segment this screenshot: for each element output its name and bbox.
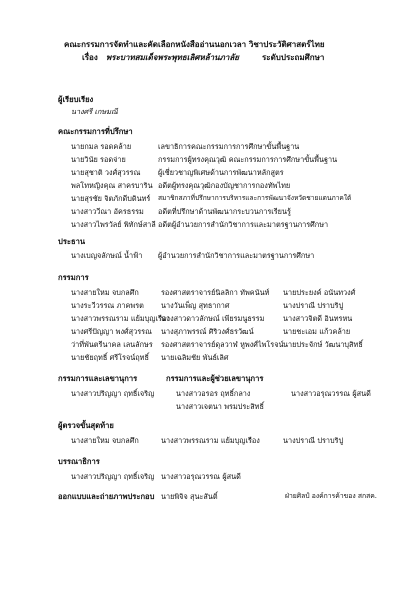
assistant-secretary-heading: กรรมการและผู้ช่วยเลขานุการ (166, 374, 264, 383)
committee-member: นางระวีวรรณ ภาคพรต (71, 301, 144, 310)
committee-member: นายประจักษ์ วัฒนาบุสิทธิ์ (283, 340, 363, 349)
advisor-role: ผู้เชี่ยวชาญพิเศษด้านการพัฒนาหลักสูตร (158, 168, 284, 177)
committee-member: นางสาวพรรณราม แย้มบุญเรือง (71, 314, 170, 323)
committee-heading: กรรมการ (58, 273, 89, 282)
advisor-role: กรรมการผู้ทรงคุณวุฒิ คณะกรรมการการศึกษาขั้นพื้นฐาน (158, 155, 338, 164)
designer-name: นายพิจิจ สุนะสันติ์ (161, 492, 218, 501)
final-check-name: นางสาวพรรณราม แย้มบุญเรือง (161, 436, 260, 445)
advisors-heading: คณะกรรมการที่ปรึกษา (58, 127, 133, 136)
chair-name: นางเบญจลักษณ์ น้ำฟ้า (71, 251, 143, 260)
header-line-1: คณะกรรมการจัดทำและคัดเลือกหนังสืออ่านนอกเวลา วิชาประวัติศาสตร์ไทย (64, 40, 325, 49)
editor-name: นางสาวอรุณวรรณ ผู้สนดี (161, 472, 241, 481)
editor-name: นางสาวปริญญา ฤทธิ์เจริญ (71, 472, 155, 481)
committee-member: นางสาวดาวลักษณ์ เพียรมนูธรรม (161, 314, 265, 323)
advisor-role: สมาชิกสภาที่ปรึกษาการบริหารและการพัฒนาจังหวัดชายแดนภาคใต้ (158, 194, 352, 202)
advisor-name: นางสาววีณา อัครธรรม (71, 207, 144, 216)
advisor-role: อดีตผู้ทรงคุณวุฒิกองบัญชาการกองทัพไทย (158, 181, 291, 190)
assistant-secretary-name: นางสาวเจตนา พรมประสิทธิ์ (176, 402, 264, 411)
committee-member: นางสาวจิตดี อินทรหน (283, 314, 353, 323)
committee-member: ว่าที่พันตรีนาคล เลนลักษร (71, 340, 153, 349)
advisor-role: เลขาธิการคณะกรรมการการศึกษาขั้นพื้นฐาน (158, 142, 300, 151)
advisor-name: นางสาวไพรวัลย์ พิทักษ์สาลี (71, 220, 156, 229)
advisor-name: นายสุชาติ วงศ์สุวรรณ (71, 168, 141, 177)
author-name: นางศรี เกษมณี (71, 107, 118, 116)
committee-member: รองศาสตราจารย์นิลลิกา ทัพคนันท์ (161, 288, 270, 297)
committee-member: นางวันเพ็ญ สุทธากาศ (161, 301, 230, 310)
committee-member: นางสุภาพรรณ์ ศิริวงศ์ธรวัฒน์ (161, 327, 254, 336)
chair-role: ผู้อำนวยการสำนักวิชาการและมาตรฐานการศึกษา (158, 251, 315, 260)
header-level: ระดับประถมศึกษา (262, 53, 325, 62)
advisor-name: พลโทหญิงคุณ สาครบาริน (71, 181, 153, 190)
committee-member: นายประยงค์ อนันทวงศ์ (283, 288, 356, 297)
committee-member: นางปราณี ปราบริปู (283, 301, 344, 310)
advisor-role: อดีตที่ปรึกษาด้านพัฒนากระบวนการเรียนรู้ (158, 207, 291, 216)
final-check-name: นางสายใหม จบกลศึก (71, 436, 139, 445)
editors-heading: บรรณาธิการ (58, 457, 100, 466)
final-check-name: นางปราณี ปราบริปู (283, 436, 344, 445)
design-heading: ออกแบบและถ่ายภาพประกอบ (58, 492, 155, 501)
secretary-name: นางสาวปริญญา ฤทธิ์เจริญ (71, 389, 155, 398)
committee-member: นางสายใหม จบกลศึก (71, 288, 139, 297)
committee-member: นายเฉลิมชัย พันธ์เลิศ (161, 353, 229, 362)
advisor-role: อดีตผู้อำนวยการสำนักวิชาการและมาตรฐานการศึกษา (158, 220, 329, 229)
committee-member: นายชะเอม แก้วคล้าย (283, 327, 351, 336)
committee-member: รองศาสตราจารย์ดุลวาฬ หูพงศ์ไพโรจน์ (161, 340, 284, 349)
designer-unit: ฝ่ายศิลป์ องค์การค้าของ สกสค. (285, 492, 377, 500)
advisor-name: นายกมล รอดคล้าย (71, 142, 132, 151)
header-subject-title: พระบาทสมเด็จพระพุทธเลิศหล้านภาลัย (106, 53, 239, 62)
header-subject-label: เรื่อง (82, 53, 98, 62)
author-heading: ผู้เรียบเรียง (58, 95, 94, 104)
secretary-heading: กรรมการและเลขานุการ (58, 374, 138, 383)
assistant-secretary-name: นางสาวอรุณวรรณ ผู้สนดี (291, 389, 371, 398)
advisor-name: นายสุรชัย จิตภักดีบดินทร์ (71, 194, 151, 203)
advisor-name: นายวินัย รอดจ่าย (71, 155, 126, 164)
chair-heading: ประธาน (58, 237, 86, 246)
assistant-secretary-name: นางสาวอรอร ฤทธิ์กลาง (176, 389, 251, 398)
committee-member: นางศรีปัญญา พงศ์สุวรรณ (71, 327, 152, 336)
committee-member: นายชัยฤทธิ์ ศรีโรจน์ฤทธิ์ (71, 353, 149, 362)
final-check-heading: ผู้ตรวจขั้นสุดท้าย (58, 421, 114, 430)
